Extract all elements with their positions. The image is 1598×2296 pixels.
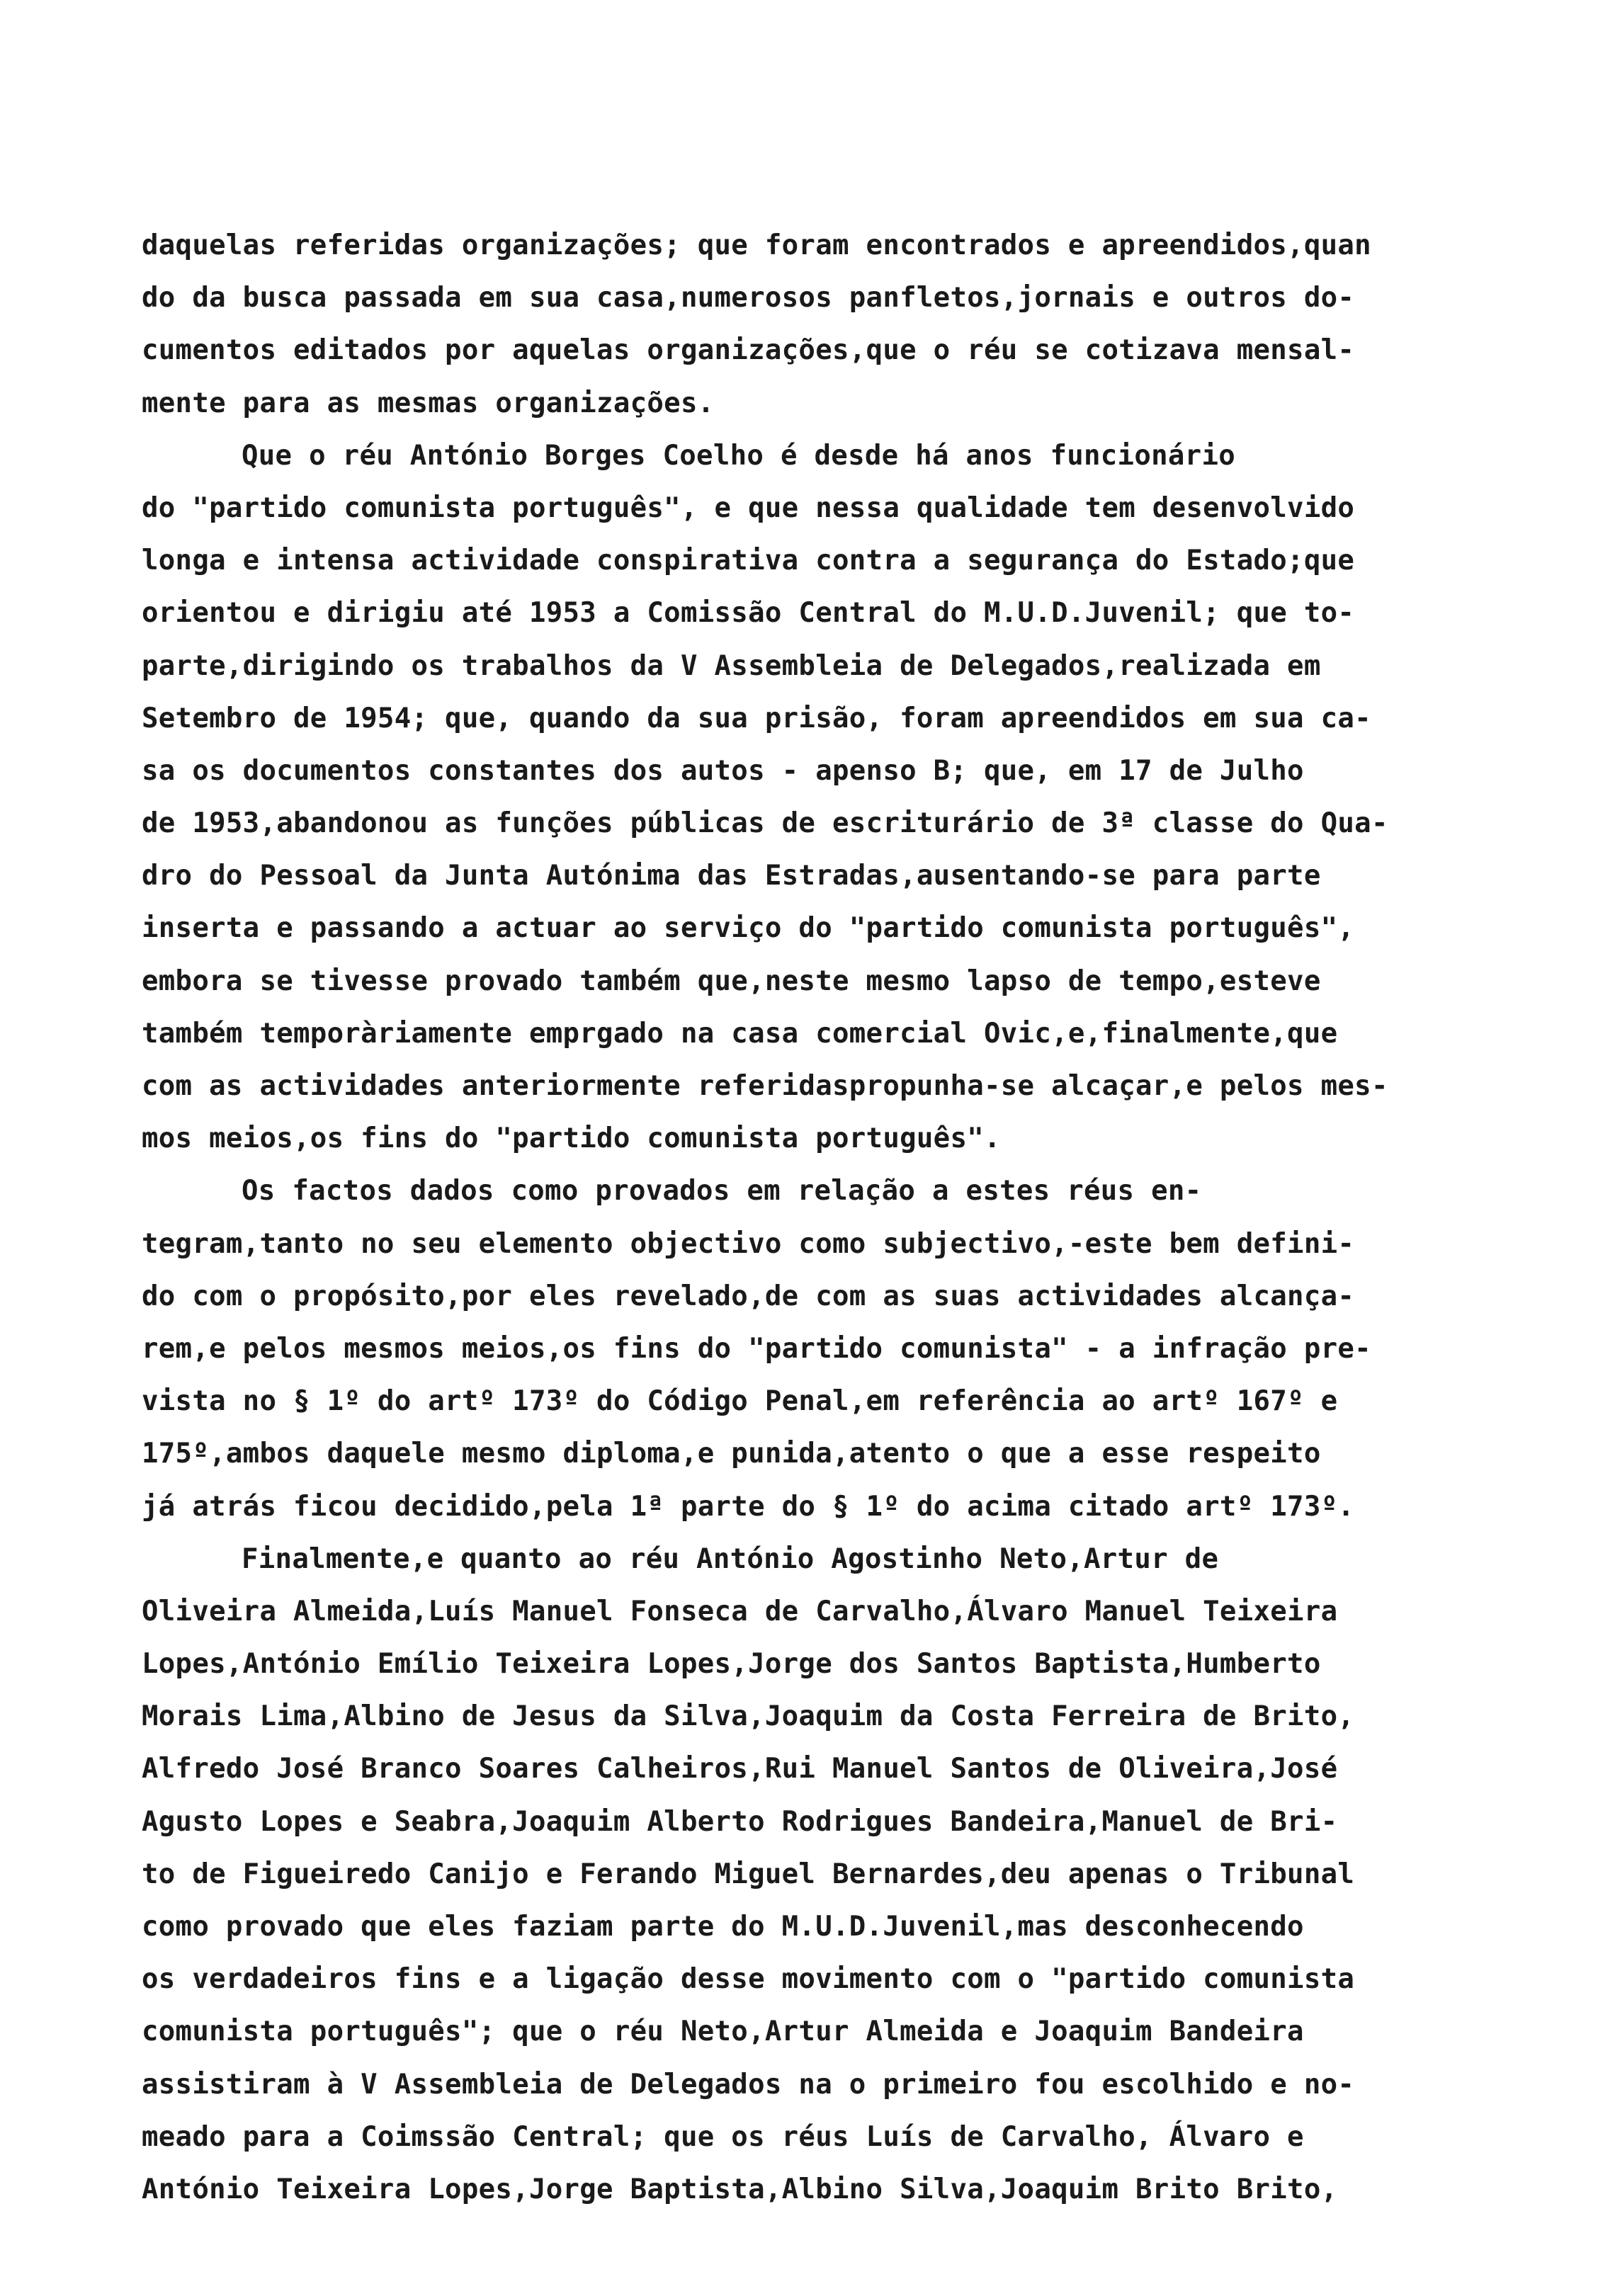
text-line: do com o propósito,por eles revelado,de com as suas actividades alcança- xyxy=(142,1280,1355,1312)
text-line: mente para as mesmas organizações. xyxy=(142,387,715,419)
text-line: Lopes,António Emílio Teixeira Lopes,Jorge dos Santos Baptista,Humberto xyxy=(142,1648,1321,1681)
text-line: dro do Pessoal da Junta Autónima das Estradas,ausentando-se para parte xyxy=(142,860,1321,892)
text-line: cumentos editados por aquelas organizações,que o réu se cotizava mensal- xyxy=(142,334,1355,367)
text-line: longa e intensa actividade conspirativa contra a segurança do Estado;que xyxy=(142,545,1355,577)
text-line: assistiram à V Assembleia de Delegados na o primeiro fou escolhido e no- xyxy=(142,2068,1355,2101)
text-line: sa os documentos constantes dos autos - apenso B; que, em 17 de Julho xyxy=(142,754,1304,787)
text-line: orientou e dirigiu até 1953 a Comissão Central do M.U.D.Juvenil; que to- xyxy=(142,597,1355,630)
text-line: vista no § 1º do artº 173º do Código Penal,em referência ao artº 167º e xyxy=(142,1385,1338,1418)
text-line: Finalmente,e quanto ao réu António Agostinho Neto,Artur de xyxy=(242,1542,1219,1575)
text-line: to de Figueiredo Canijo e Ferando Miguel Bernardes,deu apenas o Tribunal xyxy=(142,1858,1355,1890)
text-line: os verdadeiros fins e a ligação desse movimento com o "partido comunista xyxy=(142,1963,1355,1996)
text-line: mos meios,os fins do "partido comunista português". xyxy=(142,1123,1001,1155)
text-line: Que o réu António Borges Coelho é desde há anos funcionário xyxy=(242,439,1236,472)
text-line: do "partido comunista português", e que nessa qualidade tem desenvolvido xyxy=(142,491,1355,524)
text-line: Setembro de 1954; que, quando da sua prisão, foram apreendidos em sua ca- xyxy=(142,702,1371,734)
text-line: embora se tivesse provado também que,neste mesmo lapso de tempo,esteve xyxy=(142,965,1321,997)
text-line: parte,dirigindo os trabalhos da V Assembleia de Delegados,realizada em xyxy=(142,649,1321,682)
text-line: inserta e passando a actuar ao serviço do "partido comunista português", xyxy=(142,912,1355,945)
text-line: daquelas referidas organizações; que foram encontrados e apreendidos,quan xyxy=(142,229,1371,261)
text-line: de 1953,abandonou as funções públicas de escriturário de 3ª classe do Qua- xyxy=(142,807,1388,840)
text-line: já atrás ficou decidido,pela 1ª parte do § 1º do acima citado artº 173º. xyxy=(142,1490,1355,1523)
text-line: meado para a Coimssão Central; que os réus Luís de Carvalho, Álvaro e xyxy=(142,2120,1304,2153)
text-line: também temporàriamente emprgado na casa comercial Ovic,e,finalmente,que xyxy=(142,1017,1338,1050)
text-line: com as actividades anteriormente referidaspropunha-se alcaçar,e pelos mes- xyxy=(142,1070,1388,1102)
text-line: tegram,tanto no seu elemento objectivo como subjectivo,-este bem defini- xyxy=(142,1227,1355,1260)
text-line: António Teixeira Lopes,Jorge Baptista,Albino Silva,Joaquim Brito Brito, xyxy=(142,2173,1338,2205)
text-line: 175º,ambos daquele mesmo diploma,e punida,atento o que a esse respeito xyxy=(142,1438,1321,1470)
text-line: Agusto Lopes e Seabra,Joaquim Alberto Rodrigues Bandeira,Manuel de Bri- xyxy=(142,1805,1338,1838)
text-line: Morais Lima,Albino de Jesus da Silva,Joaquim da Costa Ferreira de Brito, xyxy=(142,1700,1355,1733)
text-line: Oliveira Almeida,Luís Manuel Fonseca de Carvalho,Álvaro Manuel Teixeira xyxy=(142,1595,1338,1627)
text-line: como provado que eles faziam parte do M.U.D.Juvenil,mas desconhecendo xyxy=(142,1911,1304,1943)
text-line: comunista português"; que o réu Neto,Artur Almeida e Joaquim Bandeira xyxy=(142,2016,1304,2048)
text-line: Alfredo José Branco Soares Calheiros,Rui Manuel Santos de Oliveira,José xyxy=(142,1753,1338,1785)
document-body xyxy=(142,220,1544,2216)
text-line: do da busca passada em sua casa,numerosos panfletos,jornais e outros do- xyxy=(142,282,1355,314)
text-line: rem,e pelos mesmos meios,os fins do "partido comunista" - a infração pre- xyxy=(142,1332,1371,1365)
text-line: Os factos dados como provados em relação a estes réus en- xyxy=(242,1175,1202,1207)
